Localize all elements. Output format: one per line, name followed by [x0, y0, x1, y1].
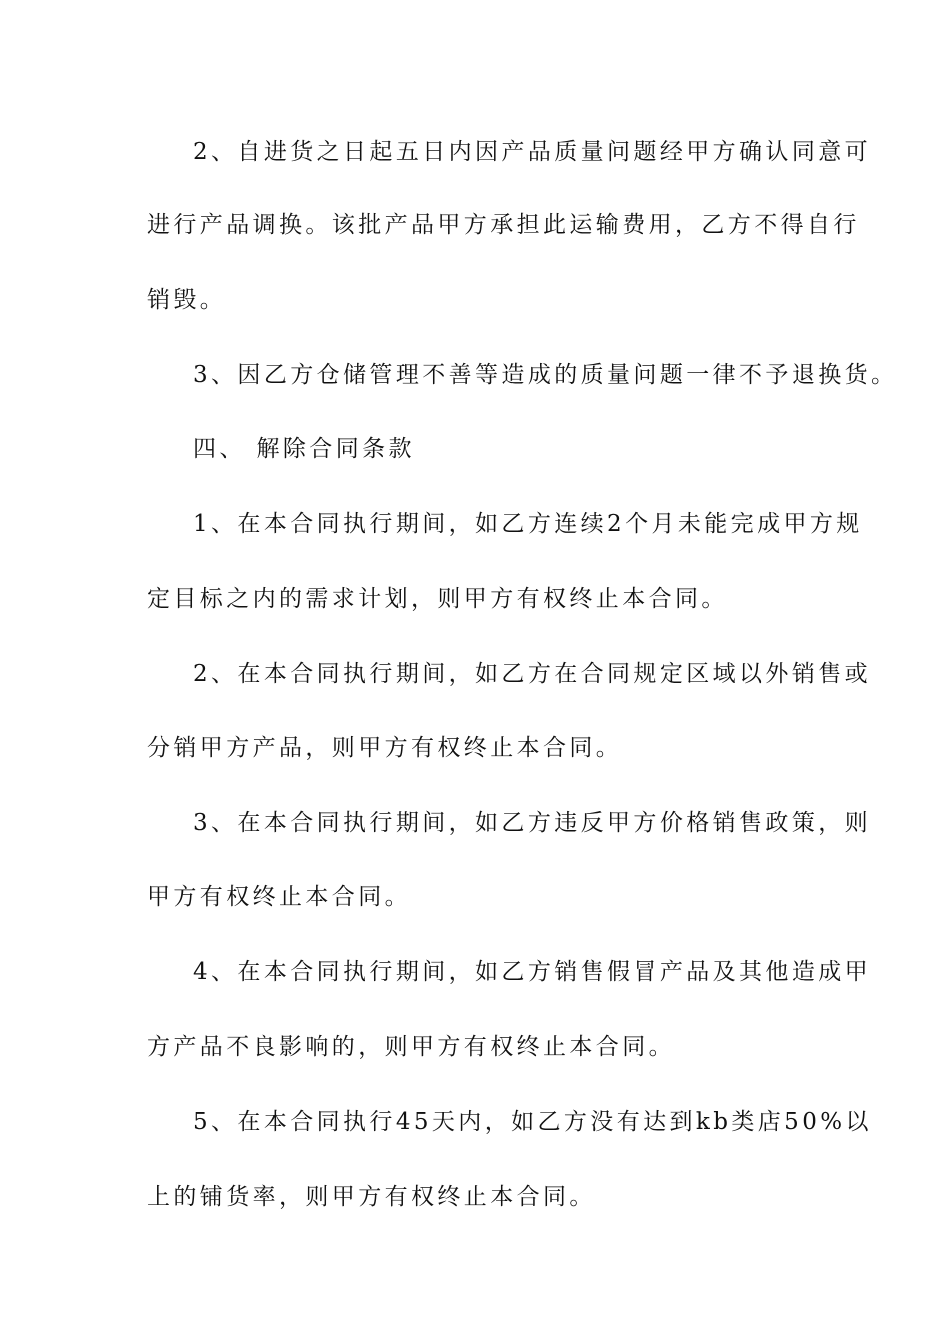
clause-4-4-line-2: 方产品不良影响的，则甲方有权终止本合同。	[147, 1034, 675, 1060]
clause-4-3-line-2: 甲方有权终止本合同。	[147, 884, 411, 910]
clause-4-1-line-2: 定目标之内的需求计划，则甲方有权终止本合同。	[147, 586, 728, 612]
clause-3-2-line-2: 进行产品调换。该批产品甲方承担此运输费用，乙方不得自行	[147, 212, 860, 238]
clause-4-3-line-1: 3、在本合同执行期间，如乙方违反甲方价格销售政策，则	[193, 810, 872, 836]
clause-4-4-line-1: 4、在本合同执行期间，如乙方销售假冒产品及其他造成甲	[193, 959, 872, 985]
clause-4-5-line-1: 5、在本合同执行45天内，如乙方没有达到kb类店50%以	[193, 1109, 872, 1135]
clause-3-2-line-1: 2、自进货之日起五日内因产品质量问题经甲方确认同意可	[193, 139, 872, 165]
section-heading-4: 四、 解除合同条款	[193, 436, 415, 462]
clause-4-2-line-1: 2、在本合同执行期间，如乙方在合同规定区域以外销售或	[193, 661, 872, 687]
clause-3-3-line-1: 3、因乙方仓储管理不善等造成的质量问题一律不予退换货。	[193, 362, 898, 388]
clause-4-5-line-2: 上的铺货率，则甲方有权终止本合同。	[147, 1184, 596, 1210]
clause-4-1-line-1: 1、在本合同执行期间，如乙方连续2个月未能完成甲方规	[193, 511, 863, 537]
clause-3-2-line-3: 销毁。	[147, 287, 227, 313]
clause-4-2-line-2: 分销甲方产品，则甲方有权终止本合同。	[147, 735, 623, 761]
